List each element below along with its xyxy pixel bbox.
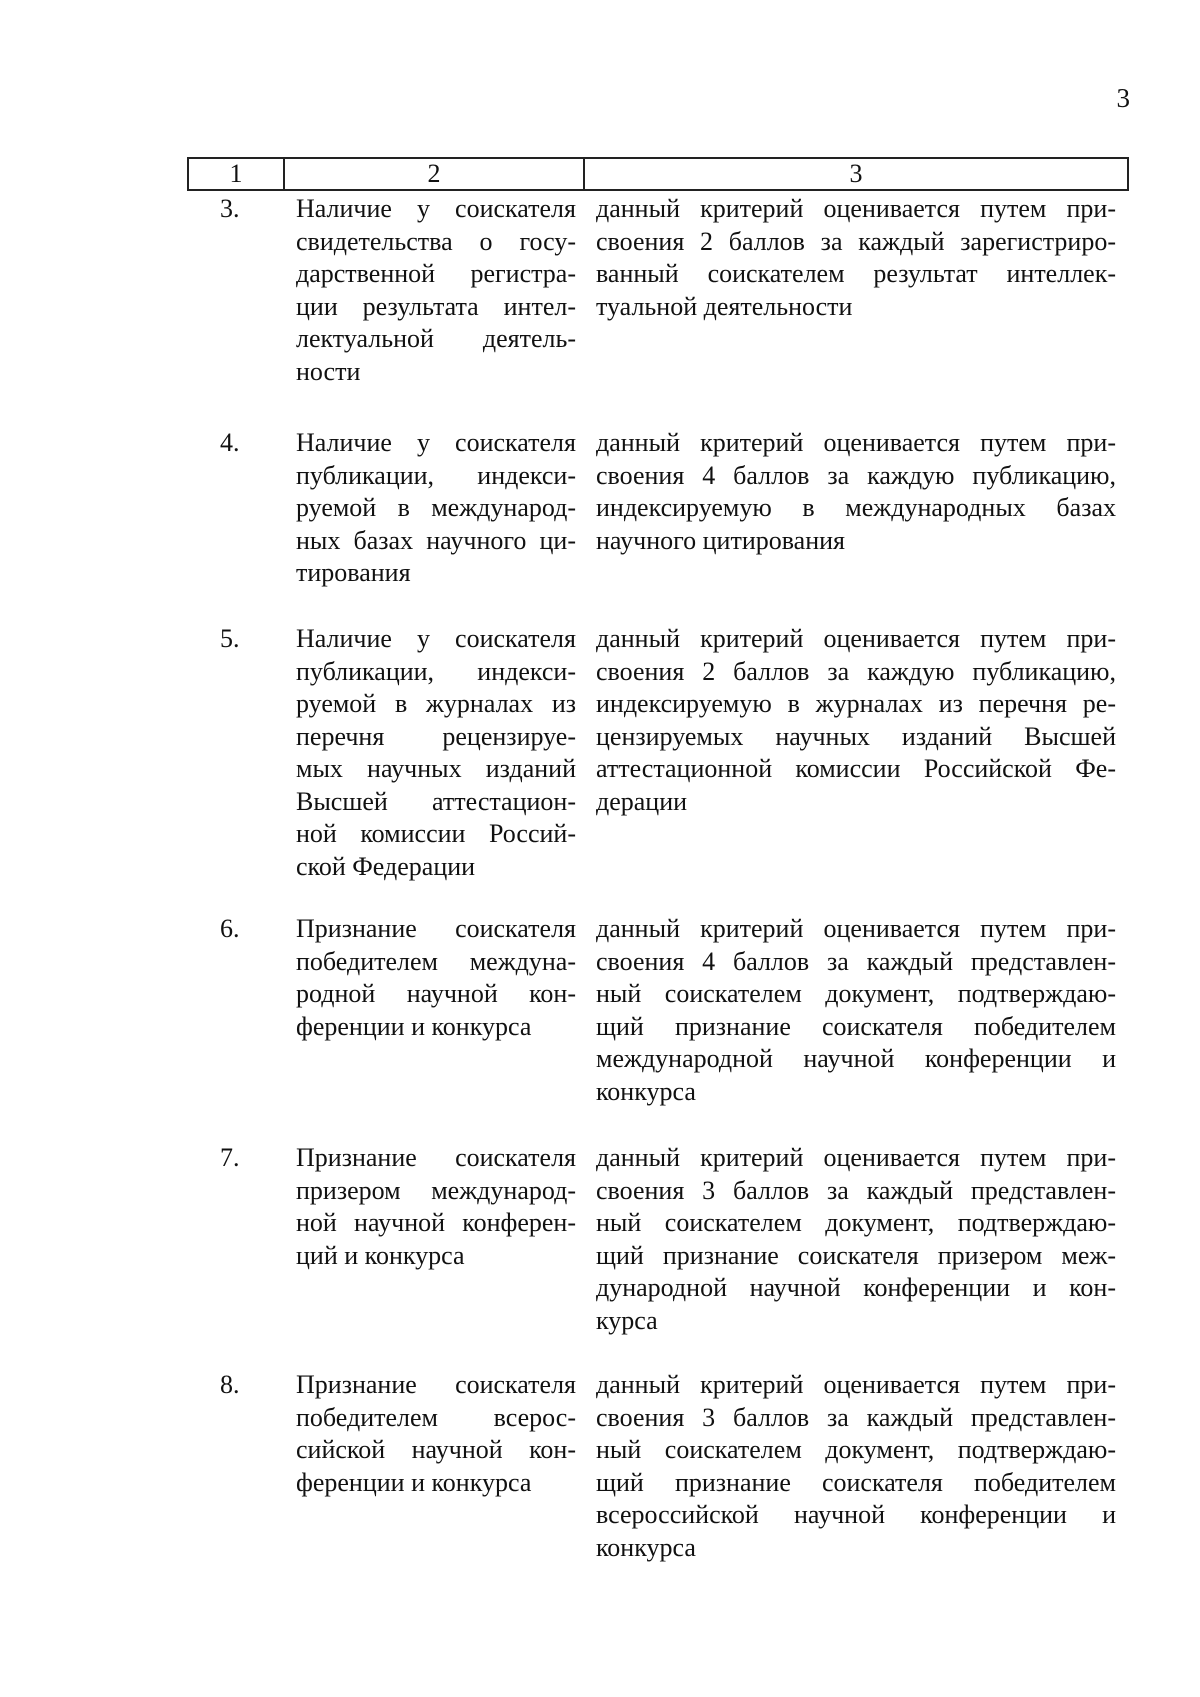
criterion-name-line: публикации, индекси- (296, 460, 576, 490)
criterion-name-line: сийской научной кон- (296, 1435, 576, 1464)
criterion-name-line: ции результата интел- (296, 291, 576, 321)
criterion-name-line: Наличие у соискателя (296, 194, 576, 223)
criterion-description (596, 427, 1116, 557)
criterion-name (296, 427, 576, 590)
criterion-description (596, 623, 1116, 818)
criterion-number: 3. (220, 194, 240, 223)
criterion-name-line: дарственной регистра- (296, 259, 576, 288)
criterion-number: 4. (220, 428, 240, 457)
criterion-description-line: дународной научной конференции и кон- (596, 1273, 1116, 1302)
criterion-description-line: конкурса (596, 1532, 696, 1562)
criterion-description-line: международной научной конференции и (596, 1044, 1116, 1073)
criterion-description-line: своения 4 баллов за каждый представлен- (596, 946, 1116, 976)
criterion-number: 8. (220, 1370, 240, 1399)
criterion-description-line: данный критерий оценивается путем при- (596, 194, 1116, 223)
criterion-description (596, 913, 1116, 1108)
criterion-name-line: ций и конкурса (296, 1240, 465, 1270)
column-header-row (188, 158, 1128, 190)
criterion-name-line: ной комиссии Россий- (296, 819, 576, 848)
criterion-description-line: своения 3 баллов за каждый представлен- (596, 1402, 1116, 1432)
criterion-name-line: ных базах научного ци- (296, 525, 576, 555)
criterion-description-line: данный критерий оценивается путем при- (596, 428, 1116, 457)
criterion-name-line: ференции и конкурса (296, 1467, 532, 1497)
criterion-description-line: своения 3 баллов за каждый представлен- (596, 1175, 1116, 1205)
column-header-3: 3 (584, 158, 1128, 190)
criterion-name-line: свидетельства о госу- (296, 226, 576, 256)
column-header-1: 1 (188, 158, 284, 190)
criterion-name-line: призером международ- (296, 1175, 576, 1205)
criterion-name-line: руемой в международ- (296, 493, 576, 522)
criterion-name-line: Признание соискателя (296, 1143, 576, 1172)
criterion-name (296, 1142, 576, 1272)
criterion-description-line: научного цитирования (596, 525, 846, 555)
criterion-description-line: щий признание соискателя призером меж- (596, 1240, 1116, 1270)
criterion-description-line: конкурса (596, 1076, 696, 1106)
column-header-table (187, 157, 1129, 191)
criterion-name-line: победителем междуна- (296, 946, 576, 976)
criterion-description-line: курса (596, 1305, 658, 1335)
criterion-name-line: Наличие у соискателя (296, 428, 576, 457)
criterion-description-line: своения 4 баллов за каждую публикацию, (596, 460, 1116, 490)
criterion-name-line: родной научной кон- (296, 979, 576, 1008)
column-header-2: 2 (284, 158, 584, 190)
page-number: 3 (1116, 83, 1130, 113)
criterion-description-line: своения 2 баллов за каждый зарегистриро- (596, 226, 1116, 256)
criterion-description-line: дерации (596, 786, 688, 816)
criterion-description-line: ванный соискателем результат интеллек- (596, 259, 1116, 288)
criterion-name-line: ности (296, 356, 361, 386)
criterion-name-line: Высшей аттестацион- (296, 786, 576, 816)
criterion-description-line: щий признание соискателя победителем (596, 1011, 1116, 1041)
criterion-description-line: аттестационной комиссии Российской Фе- (596, 754, 1116, 783)
criterion-description-line: ный соискателем документ, подтверждаю- (596, 979, 1116, 1008)
criterion-description-line: данный критерий оценивается путем при- (596, 1370, 1116, 1399)
criterion-number: 6. (220, 914, 240, 943)
criterion-name-line: ной научной конферен- (296, 1208, 576, 1237)
criterion-name-line: победителем всерос- (296, 1402, 576, 1432)
criterion-description-line: индексируемую в международных базах (596, 493, 1116, 522)
criterion-description-line: всероссийской научной конференции и (596, 1500, 1116, 1529)
criterion-description-line: ный соискателем документ, подтверждаю- (596, 1208, 1116, 1237)
criterion-description (596, 193, 1116, 323)
criterion-name-line: тирования (296, 558, 411, 587)
criterion-description-line: данный критерий оценивается путем при- (596, 914, 1116, 943)
criterion-description-line: индексируемую в журналах из перечня ре- (596, 689, 1116, 718)
criterion-description-line: туальной деятельности (596, 291, 853, 321)
criterion-name-line: лектуальной деятель- (296, 324, 576, 353)
criterion-name-line: Признание соискателя (296, 1370, 576, 1399)
criterion-name-line: Наличие у соискателя (296, 624, 576, 653)
criterion-name-line: руемой в журналах из (296, 689, 576, 718)
criterion-name (296, 623, 576, 883)
criterion-description-line: щий признание соискателя победителем (596, 1467, 1116, 1497)
criterion-name-line: мых научных изданий (296, 754, 576, 783)
criterion-description-line: своения 2 баллов за каждую публикацию, (596, 656, 1116, 686)
criterion-description-line: ный соискателем документ, подтверждаю- (596, 1435, 1116, 1464)
criterion-description (596, 1142, 1116, 1337)
criterion-number: 5. (220, 624, 240, 653)
criterion-name-line: Признание соискателя (296, 914, 576, 943)
criterion-name (296, 913, 576, 1043)
criterion-number: 7. (220, 1143, 240, 1172)
criterion-name (296, 193, 576, 388)
criterion-description (596, 1369, 1116, 1564)
criterion-name-line: ской Федерации (296, 851, 476, 881)
criterion-name-line: публикации, индекси- (296, 656, 576, 686)
criterion-description-line: данный критерий оценивается путем при- (596, 1143, 1116, 1172)
criterion-name (296, 1369, 576, 1499)
criterion-description-line: цензируемых научных изданий Высшей (596, 721, 1116, 751)
criterion-description-line: данный критерий оценивается путем при- (596, 624, 1116, 653)
criterion-name-line: перечня рецензируе- (296, 721, 576, 751)
criterion-name-line: ференции и конкурса (296, 1011, 532, 1041)
